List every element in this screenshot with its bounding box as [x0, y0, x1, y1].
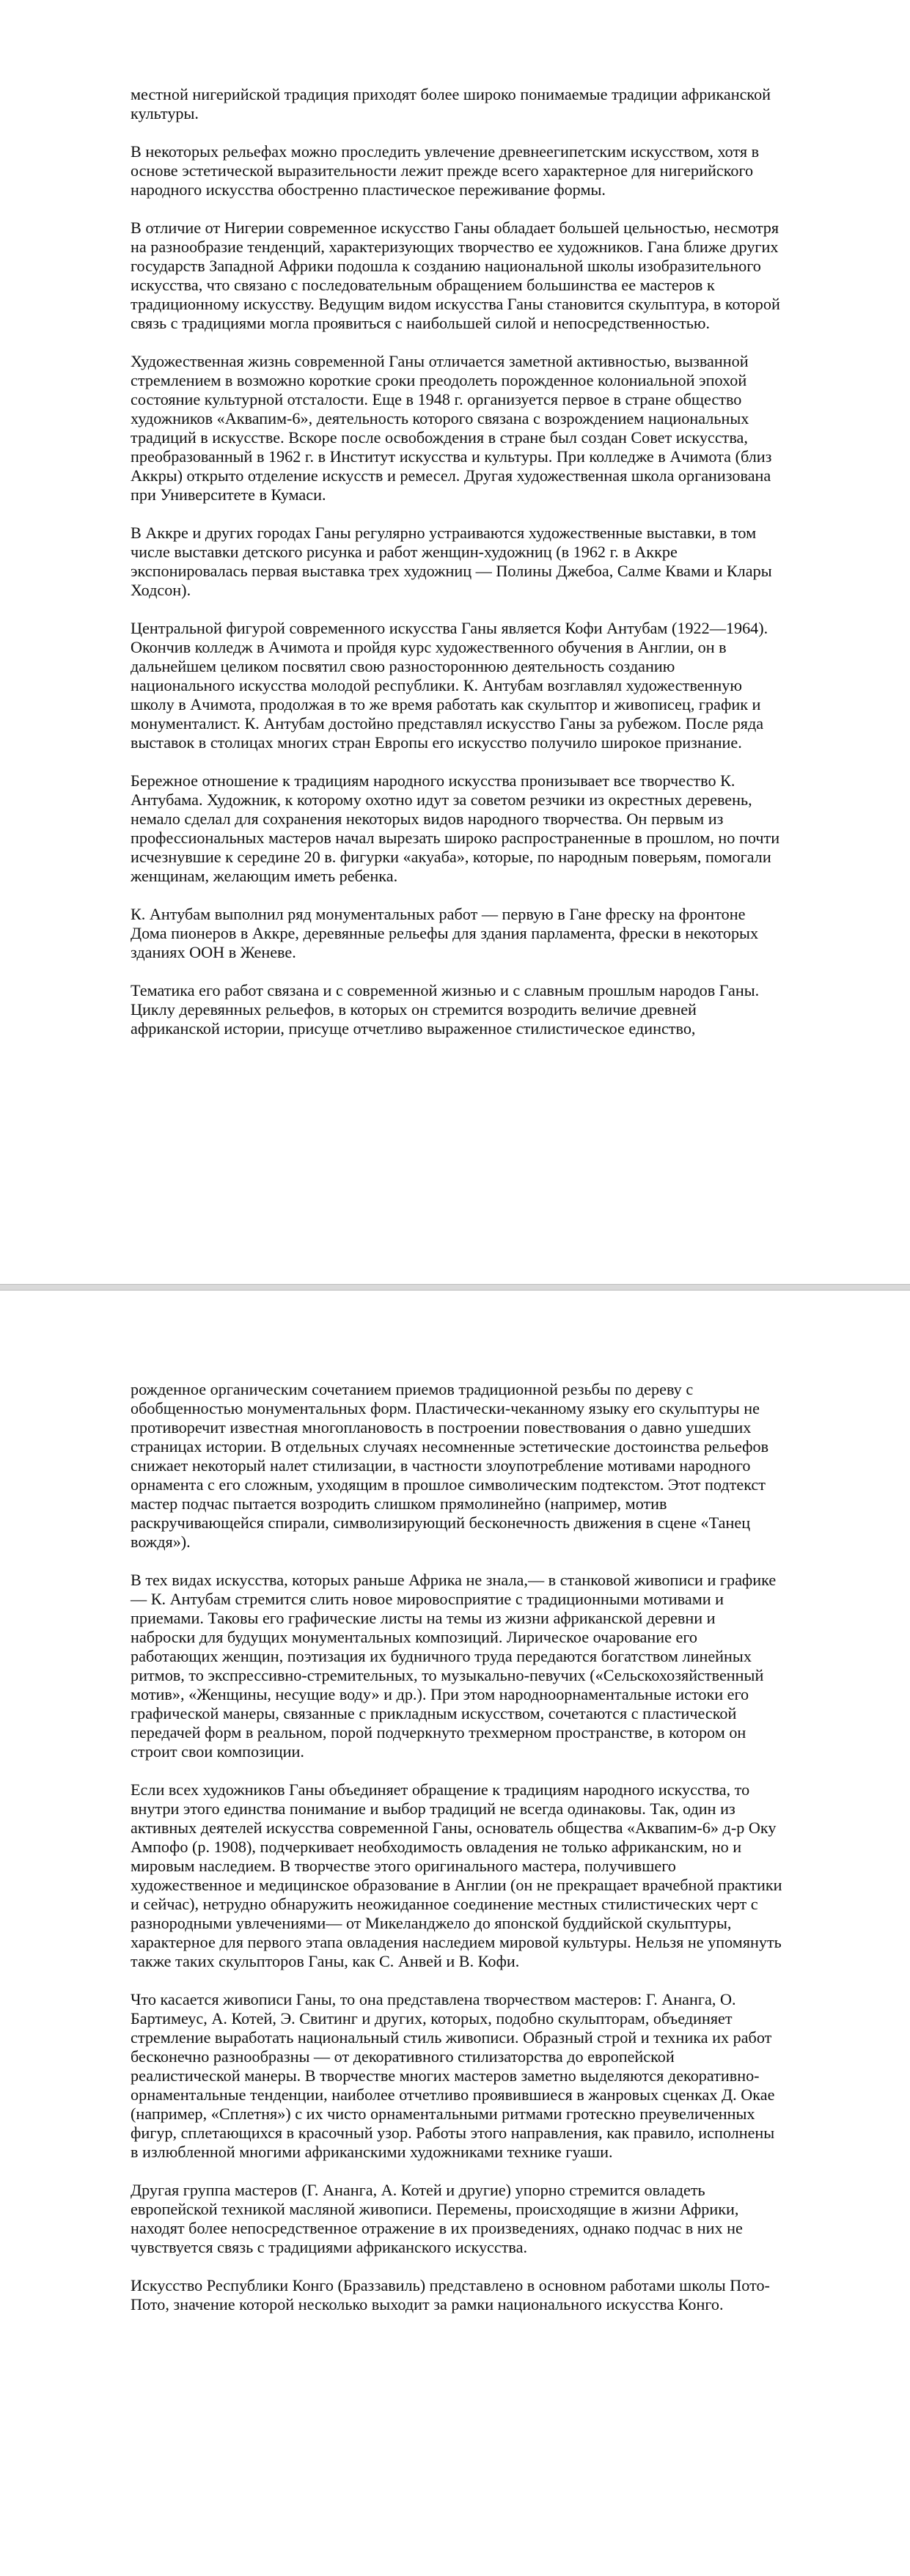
paragraph: К. Антубам выполнил ряд монументальных работ — первую в Гане фреску на фронтоне Дома пионеров в Аккре, деревянные рельефы для здания парламента, фрески в некоторых зданиях ООН в Женеве. — [131, 905, 759, 961]
paragraph: Если всех художников Ганы объединяет обращение к традициям народного искусства, то внутри этого единства понимание и выбор традиций не всегда одинаковы. Так, один из активных деятелей искусства современной Ганы, основатель общества «Аквапим-6» д-р Оку Ампофо (р. 1908), подчеркивает необходимость овладения не только африканским, но и мировым наследием. В творчестве этого оригинального мастера, получившего художественное и медицинское образование в Англии (он не прекращает врачебной практики и сейчас), нетрудно обнаружить неожиданное соединение местных стилистических черт с разнородными увлечениями— от Микеланджело до японской буддийской скульптуры, характерное для первого этапа овладения наследием мировой культуры. Нельзя не упомянуть также таких скульпторов Ганы, как С. Анвей и В. Кофи. — [131, 1780, 782, 1970]
page-1-text — [131, 85, 783, 1057]
paragraph: Тематика его работ связана и с современной жизнью и с славным прошлым народов Ганы. Циклу деревянных рельефов, в которых он стремится возродить величие древней африканской истории, присуще отчетливо выраженное стилистическое единство, — [131, 981, 760, 1038]
paragraph: В некоторых рельефах можно проследить увлечение древнеегипетским искусством, хотя в основе эстетической выразительности лежит прежде всего характерное для нигерийского народного искусства обостренно пластическое переживание формы. — [131, 142, 760, 199]
paragraph: В Аккре и других городах Ганы регулярно устраиваются художественные выставки, в том числе выставки детского рисунка и работ женщин-художниц (в 1962 г. в Аккре экспонировалась первая выставка трех художниц — Полины Джебоа, Салме Квами и Клары Ходсон). — [131, 524, 772, 599]
paragraph: Другая группа мастеров (Г. Ананга, А. Котей и другие) упорно стремится овладеть европейской техникой масляной живописи. Перемены, происходящие в жизни Африки, находят более непосредственное отражение в их произведениях, однако подчас в них не чувствуется связь с традициями африканского искусства. — [131, 2181, 743, 2256]
page-1 — [0, 0, 910, 1285]
paragraph: рожденное органическим сочетанием приемов традиционной резьбы по дереву с обобщенностью монументальных форм. Пластически-чеканному языку его скульптуры не противоречит известная многоплановость в построении повествования о давно ушедших страницах истории. В отдельных случаях несомненные эстетические достоинства рельефов снижает некоторый налет стилизации, в частности злоупотребление мотивами народного орнамента с его сложным, уходящим в прошлое символическим подтекстом. Этот подтекст мастер подчас пытается возродить слишком прямолинейно (например, мотив раскручивающейся спирали, символизирующий бесконечность движения в сцене «Танец вождя»). — [131, 1380, 769, 1551]
paragraph: В тех видах искусства, которых раньше Африка не знала,— в станковой живописи и графике — К. Антубам стремится слить новое мировосприятие с традиционными мотивами и приемами. Таковы его графические листы на темы из жизни африканской деревни и наброски для будущих монументальных композиций. Лирическое очарование его работающих женщин, поэтизация их будничного труда передаются богатством линейных ритмов, то экспрессивно-стремительных, то музыкально-певучих («Сельскохозяйственный мотив», «Женщины, несущие воду» и др.). При этом народноорнаментальные истоки его графической манеры, связанные с прикладным искусством, сочетаются с пластической передачей форм в реальном, порой подчеркнуто трехмерном пространстве, в котором он строит свои композиции. — [131, 1571, 777, 1761]
paragraph: Что касается живописи Ганы, то она представлена творчеством мастеров: Г. Ананга, О. Бартимеус, А. Котей, Э. Свитинг и других, которых, подобно скульпторам, объединяет стремление выработать национальный стиль живописи. Образный строй и техника их работ бесконечно разнообразны — от декоративного стилизаторства до европейской реалистической манеры. В творчестве многих мастеров заметно выделяются декоративно-орнаментальные тенденции, наиболее отчетливо проявившиеся в жанровых сценках Д. Окае (например, «Сплетня») с их чисто орнаментальными ритмами гротескно преувеличенных фигур, сплетающихся в красочный узор. Работы этого направления, как правило, исполнены в излюбленной многими африканскими художниками технике гуаши. — [131, 1990, 775, 2161]
paragraph: Художественная жизнь современной Ганы отличается заметной активностью, вызванной стремлением в возможно короткие сроки преодолеть порожденное колониальной эпохой состояние культурной отсталости. Еще в 1948 г. организуется первое в стране общество художников «Аквапим-6», деятельность которого связана с возрождением национальных традиций в искусстве. Вскоре после освобождения в стране был создан Совет искусства, преобразованный в 1962 г. в Институт искусства и культуры. При колледже в Ачимота (близ Аккры) открыто отделение искусств и ремесел. Другая художественная школа организована при Университете в Кумаси. — [131, 352, 772, 504]
paragraph: В отличие от Нигерии современное искусство Ганы обладает большей цельностью, несмотря на разнообразие тенденций, характеризующих творчество ее художников. Гана ближе других государств Западной Африки подошла к созданию национальной школы изобразительного искусства, что связано с последовательным обращением большинства ее мастеров к традиционному искусству. Ведущим видом искусства Ганы становится скульптура, в которой связь с традициями могла проявиться с наибольшей силой и непосредственностью. — [131, 219, 780, 332]
page-2 — [0, 1290, 910, 2576]
paragraph: Центральной фигурой современного искусства Ганы является Кофи Антубам (1922—1964). Окончив колледж в Ачимота и пройдя курс художественного обучения в Англии, он в дальнейшем целиком посвятил свою разностороннюю деятельность созданию национального искусства молодой республики. К. Антубам возглавлял художественную школу в Ачимота, продолжая в то же время работать как скульптор и живописец, график и монументалист. К. Антубам достойно представлял искусство Ганы за рубежом. После ряда выставок в столицах многих стран Европы его искусство получило широкое признание. — [131, 619, 768, 752]
paragraph: Искусство Республики Конго (Браззавиль) представлено в основном работами школы Пото-Пото, значение которой несколько выходит за рамки национального искусства Конго. — [131, 2276, 770, 2313]
page-2-text — [131, 1380, 783, 2333]
paragraph: Бережное отношение к традициям народного искусства пронизывает все творчество К. Антубама. Художник, к которому охотно идут за советом резчики из окрестных деревень, немало сделал для сохранения некоторых видов народного творчества. Он первым из профессиональных мастеров начал вырезать широко распространенные в прошлом, но почти исчезнувшие к середине 20 в. фигурки «акуаба», которые, по народным поверьям, помогали женщинам, желающим иметь ребенка. — [131, 771, 780, 885]
paragraph: местной нигерийской традиция приходят более широко понимаемые традиции африканской культуры. — [131, 85, 771, 122]
